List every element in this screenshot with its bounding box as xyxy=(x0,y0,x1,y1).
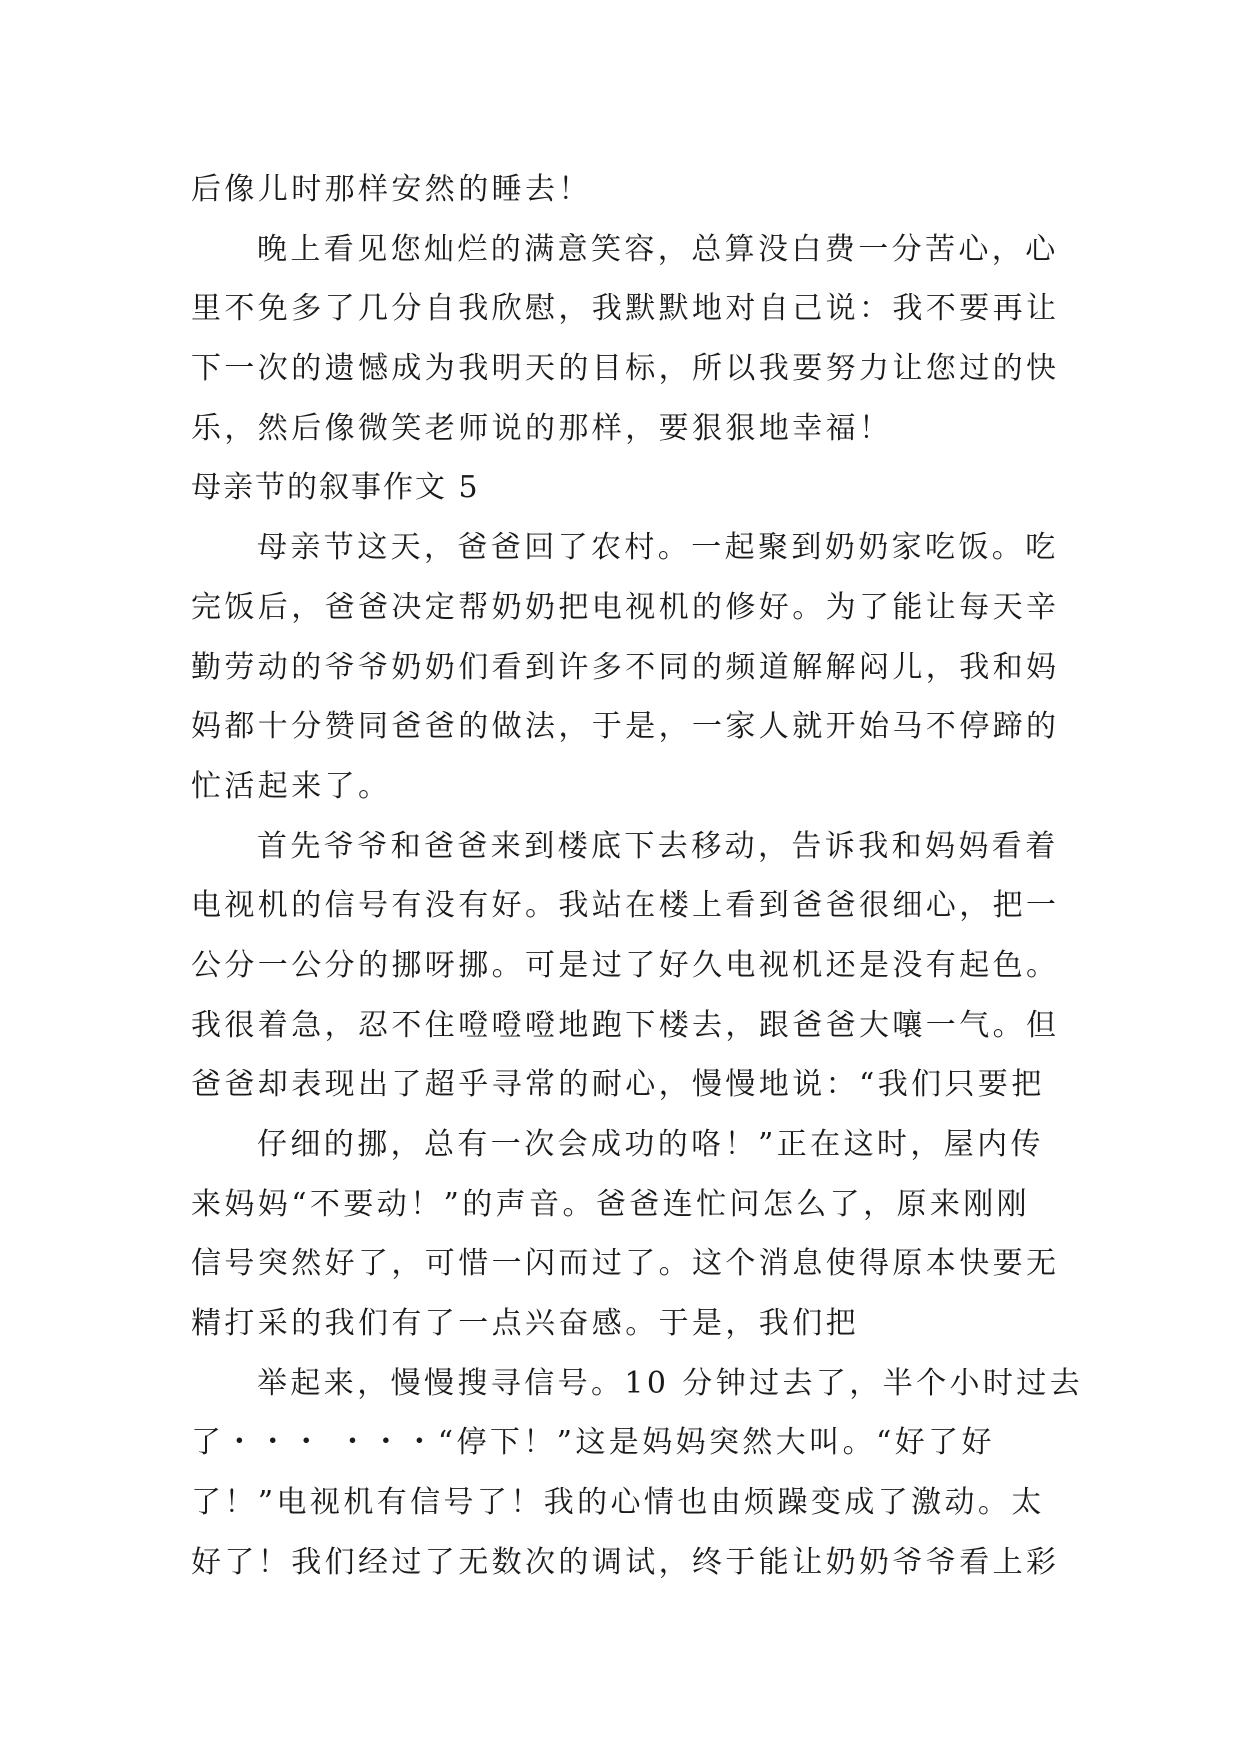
paragraph-start-line: 举起来，慢慢搜寻信号。10 分钟过去了，半个小时过去 xyxy=(257,1365,1084,1401)
essay-body xyxy=(191,160,1084,1593)
text-line: 精打采的我们有了一点兴奋感。于是，我们把 xyxy=(191,1306,859,1342)
text-line: 勤劳动的爷爷奶奶们看到许多不同的频道解解闷儿，我和妈 xyxy=(191,649,1060,685)
text-line: 爸爸却表现出了超乎寻常的耐心，慢慢地说：“我们只要把 xyxy=(191,1067,1045,1103)
text-line: 来妈妈“不要动！”的声音。爸爸连忙问怎么了，原来刚刚 xyxy=(191,1186,1031,1222)
text-line: 完饭后，爸爸决定帮奶奶把电视机的修好。为了能让每天辛 xyxy=(191,589,1060,625)
text-line: 里不免多了几分自我欣慰，我默默地对自己说：我不要再让 xyxy=(191,291,1060,327)
paragraph-start-line: 仔细的挪，总有一次会成功的咯！”正在这时，屋内传 xyxy=(257,1127,1044,1162)
text-line: 乐，然后像微笑老师说的那样，要狠狠地幸福！ xyxy=(191,410,893,446)
text-line: 我很着急，忍不住噔噔噔地跑下楼去，跟爸爸大嚷一气。但 xyxy=(191,1007,1060,1043)
text-line: 后像儿时那样安然的睡去！ xyxy=(191,172,592,207)
text-line: 下一次的遗憾成为我明天的目标，所以我要努力让您过的快 xyxy=(191,351,1060,387)
section-heading: 母亲节的叙事作文 5 xyxy=(191,470,480,506)
text-line: 妈都十分赞同爸爸的做法，于是，一家人就开始马不停蹄的 xyxy=(191,709,1060,745)
text-line: 忙活起来了。 xyxy=(191,768,392,804)
paragraph-start-line: 晚上看见您灿烂的满意笑容，总算没白费一分苦心，心 xyxy=(257,231,1059,267)
paragraph-start-line: 首先爷爷和爸爸来到楼底下去移动，告诉我和妈妈看着 xyxy=(257,828,1059,864)
text-line: 电视机的信号有没有好。我站在楼上看到爸爸很细心，把一 xyxy=(191,888,1060,924)
paragraph-start-line: 母亲节这天，爸爸回了农村。一起聚到奶奶家吃饭。吃 xyxy=(257,530,1059,566)
text-line: 了・・・ ・・・“停下！”这是妈妈突然大叫。“好了好 xyxy=(191,1425,995,1461)
text-line: 信号突然好了，可惜一闪而过了。这个消息使得原本快要无 xyxy=(191,1246,1060,1282)
text-line: 公分一公分的挪呀挪。可是过了好久电视机还是没有起色。 xyxy=(191,947,1060,983)
text-line: 好了！我们经过了无数次的调试，终于能让奶奶爷爷看上彩 xyxy=(191,1544,1060,1580)
text-line: 了！”电视机有信号了！我的心情也由烦躁变成了激动。太 xyxy=(191,1485,1045,1521)
